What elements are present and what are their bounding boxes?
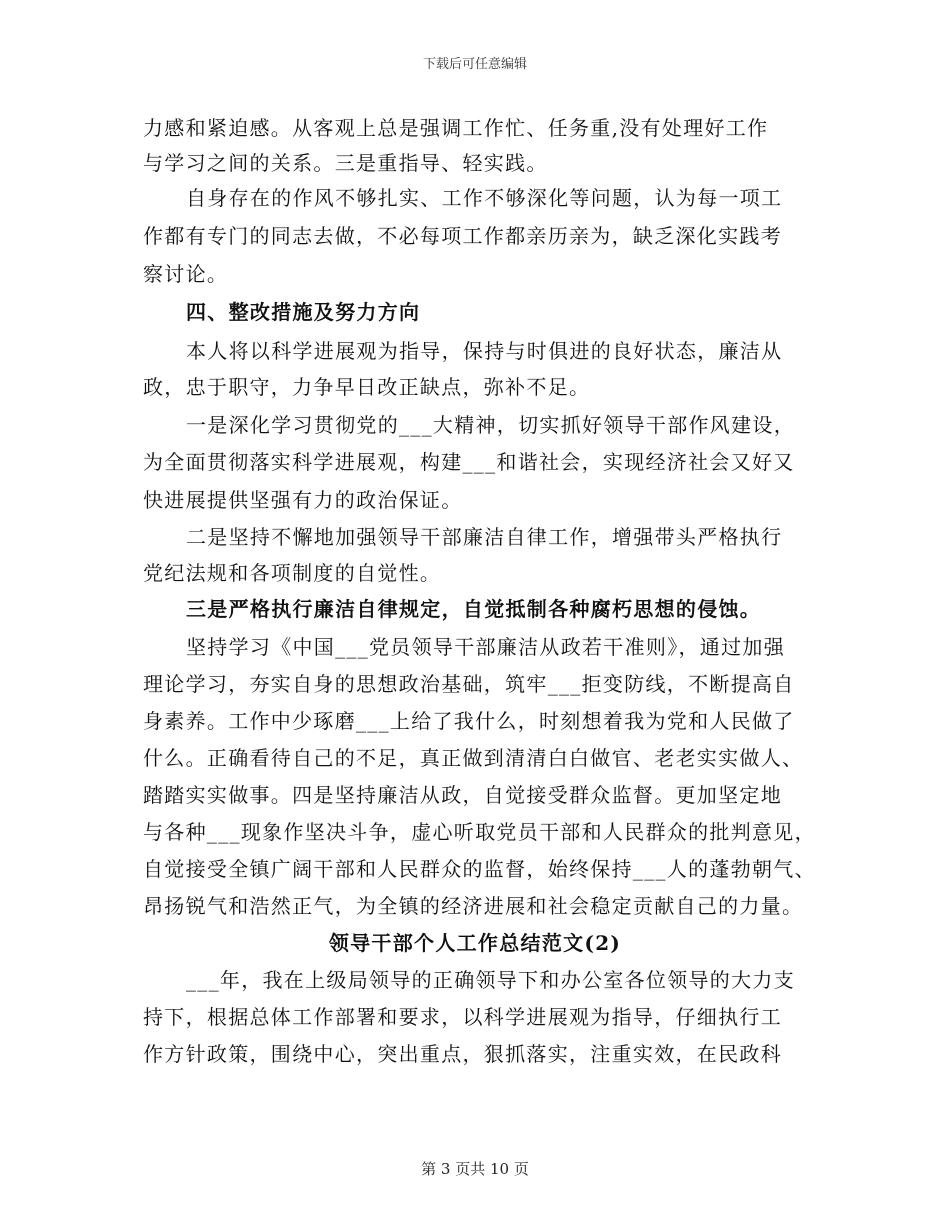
body-line: 快进展提供坚强有力的政治保证。 xyxy=(143,488,463,512)
body-line: 自觉接受全镇广阔干部和人民群众的监督，始终保持___人的蓬勃朝气、 xyxy=(143,857,816,881)
body-line: 昂扬锐气和浩然正气，为全镇的经济进展和社会稳定贡献自己的力量。 xyxy=(143,894,804,918)
body-line: 什么。正确看待自己的不足，真正做到清清白白做官、老老实实做人、 xyxy=(143,746,804,770)
body-line: 与学习之间的关系。三是重指导、轻实践。 xyxy=(143,151,548,175)
bold-paragraph-heading: 三是严格执行廉洁自律规定，自觉抵制各种腐朽思想的侵蚀。 xyxy=(186,597,762,621)
body-line: 党纪法规和各项制度的自觉性。 xyxy=(143,561,442,585)
section-heading: 四、整改措施及努力方向 xyxy=(186,300,421,324)
body-line: 察讨论。 xyxy=(143,262,229,286)
body-line: 力感和紧迫感。从客观上总是强调工作忙、任务重,没有处理好工作 xyxy=(143,116,769,140)
body-line: 身素养。工作中少琢磨___上给了我什么，时刻想着我为党和人民做了 xyxy=(143,709,795,733)
body-line: 坚持学习《中国___党员领导干部廉洁从政若干准则》，通过加强 xyxy=(186,635,785,659)
download-note: 下载后可任意编辑 xyxy=(422,57,527,72)
body-line: 本人将以科学进展观为指导，保持与时俱进的良好状态，廉洁从 xyxy=(186,339,783,363)
body-line: 与各种___现象作坚决斗争，虚心听取党员干部和人民群众的批判意见， xyxy=(143,820,816,844)
body-line: 持下，根据总体工作部署和要求，以科学进展观为指导，仔细执行工 xyxy=(143,1005,782,1029)
body-line: 踏踏实实做事。四是坚持廉洁从政，自觉接受群众监督。更加坚定地 xyxy=(143,783,782,807)
body-line: 政，忠于职守，力争早日改正缺点，弥补不足。 xyxy=(143,375,591,399)
body-line: 作都有专门的同志去做，不必每项工作都亲历亲为，缺乏深化实践考 xyxy=(143,224,782,248)
body-line: 为全面贯彻落实科学进展观，构建___和谐社会，实现经济社会又好又 xyxy=(143,450,795,474)
body-line: 作方针政策，围绕中心，突出重点，狠抓落实，注重实效，在民政科 xyxy=(143,1042,782,1066)
body-line: 一是深化学习贯彻党的___大精神，切实抓好领导干部作风建设， xyxy=(186,413,795,437)
page-number: 第 3 页共 10 页 xyxy=(421,1160,529,1178)
article-title: 领导干部个人工作总结范文(2) xyxy=(328,931,622,955)
body-line: 理论学习，夯实自身的思想政治基础，筑牢___拒变防线，不断提高自 xyxy=(143,672,795,696)
body-line: 自身存在的作风不够扎实、工作不够深化等问题，认为每一项工 xyxy=(186,186,783,210)
body-line: 二是坚持不懈地加强领导干部廉洁自律工作，增强带头严格执行 xyxy=(186,525,783,549)
body-line: ___年，我在上级局领导的正确领导下和办公室各位领导的大力支 xyxy=(186,968,795,992)
